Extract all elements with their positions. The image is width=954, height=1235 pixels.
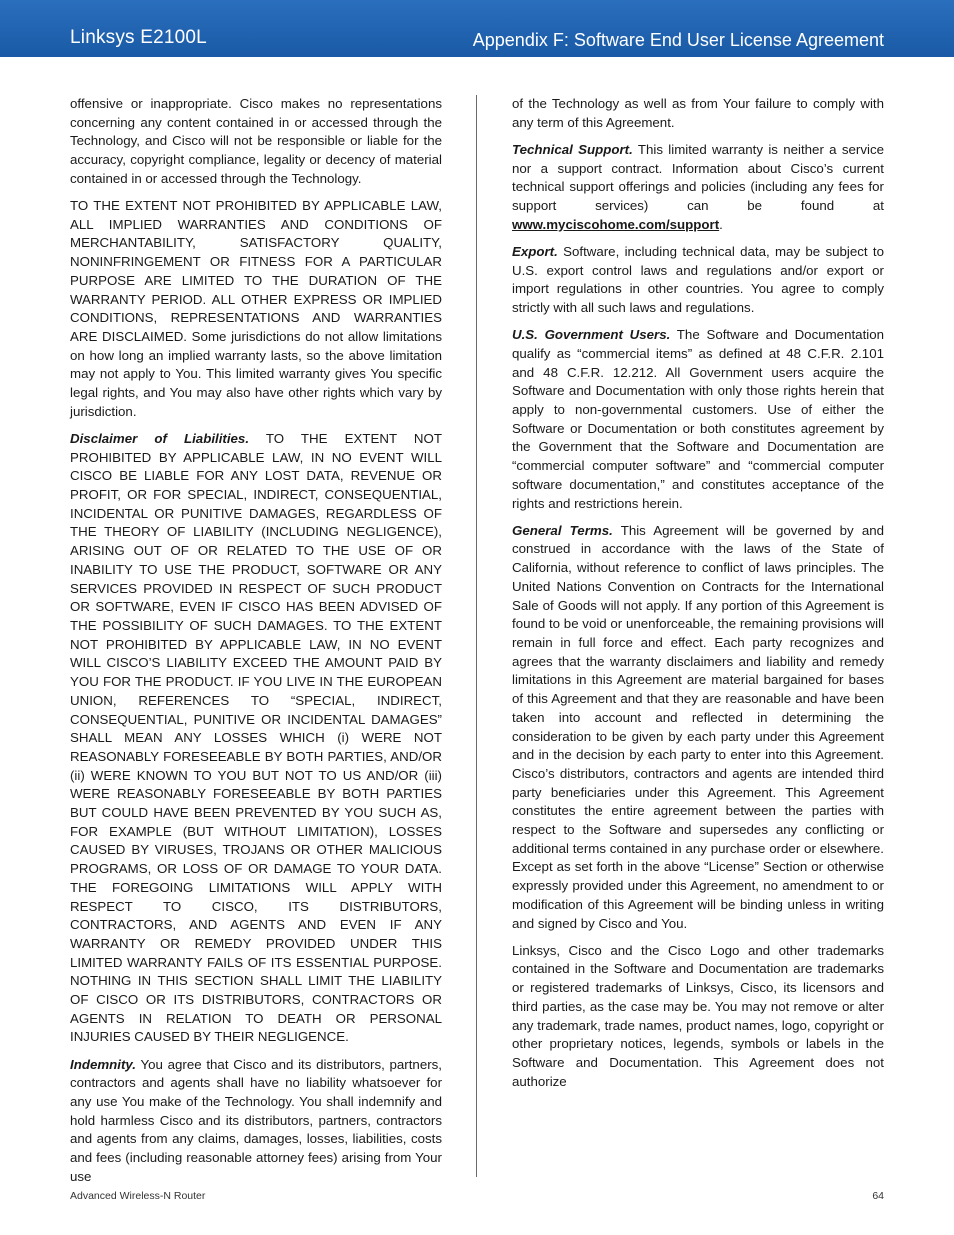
paragraph-text: The Software and Documentation qualify as “commercial items” as defined at 48 C.F.R. 2.101 and 48 C.F.R. 12.212. All Government users acquire the Software and Documentation with only those rights herein that apply to non-governmental customers. Use of either the Software or Documentation or both constitutes agreement by the Government that the Software and Documentation are “commercial computer software” and “commercial computer software documentation,” and constitutes acceptance of the rights and restrictions herein. bbox=[512, 327, 885, 511]
paragraph-government-users bbox=[512, 326, 884, 513]
paragraph-general-terms bbox=[512, 522, 884, 933]
left-column bbox=[70, 95, 442, 1195]
paragraph-text: You agree that Cisco and its distributors, partners, contractors and agents shall have no liability whatsoever for any use You make of the Technology. You shall indemnify and hold harmless Cisco and its distributors, partners, contractors and agents from any claims, damages, losses, liabilities, costs and fees (including reasonable attorney fees) arising from Your use bbox=[70, 1056, 442, 1184]
paragraph-text: This limited warranty is neither a service nor a support contract. Information about Cisco’s current technical support offerings and policies (including any fees for support services) can be found at bbox=[512, 141, 884, 214]
paragraph-text: Software, including technical data, may be subject to U.S. export control laws and regulations and/or export or import regulations in other countries. You agree to comply strictly with all such laws and regulations. bbox=[512, 243, 884, 316]
paragraph-disclaimer bbox=[70, 430, 442, 1047]
term-heading: General Terms. bbox=[512, 522, 613, 538]
term-heading: Disclaimer of Liabilities. bbox=[70, 430, 250, 446]
column-divider bbox=[476, 95, 477, 1177]
paragraph-text: . bbox=[719, 216, 723, 232]
right-column bbox=[512, 95, 884, 1100]
footer-product: Advanced Wireless-N Router bbox=[70, 1190, 206, 1202]
term-heading: Technical Support. bbox=[512, 141, 633, 157]
paragraph-text: TO THE EXTENT NOT PROHIBITED BY APPLICABLE LAW, IN NO EVENT WILL CISCO BE LIABLE FOR ANY LOST DATA, REVENUE OR PROFIT, OR FOR SPECIAL, INDIRECT, CONSEQUENTIAL, INCIDENTAL OR PUNITIVE DAMAGES, REGARDLESS OF THE THEORY OF LIABILITY (INCLUDING NEGLIGENCE), ARISING OUT OF OR RELATED TO THE USE OF OR INABILITY TO USE THE PRODUCT, SOFTWARE OR ANY SERVICES PROVIDED IN RESPECT OF SUCH PRODUCT OR SOFTWARE, EVEN IF CISCO HAS BEEN ADVISED OF THE POSSIBILITY OF SUCH DAMAGES. TO THE EXTENT NOT PROHIBITED BY APPLICABLE LAW, IN NO EVENT WILL CISCO’S LIABILITY EXCEED THE AMOUNT PAID BY YOU FOR THE PRODUCT. IF YOU LIVE IN THE EUROPEAN UNION, REFERENCES TO “SPECIAL, INDIRECT, CONSEQUENTIAL, PUNITIVE OR INCIDENTAL DAMAGES” SHALL MEAN ANY LOSSES WHICH (i) WERE NOT REASONABLY FORESEEABLE BY BOTH PARTIES, AND/OR (ii) WERE KNOWN TO YOU BUT NOT TO US AND/OR (iii) WERE REASONABLY FORESEEABLE BY BOTH PARTIES BUT COULD HAVE BEEN PREVENTED BY YOU SUCH AS, FOR EXAMPLE (BUT WITHOUT LIMITATION), LOSSES CAUSED BY VIRUSES, TROJANS OR OTHER MALICIOUS PROGRAMS, OR LOSS OF OR DAMAGE TO YOUR DATA. THE FOREGOING LIMITATIONS WILL APPLY WITH RESPECT TO CISCO, ITS DISTRIBUTORS, CONTRACTORS, AND AGENTS AND EVEN IF ANY WARRANTY OR REMEDY PROVIDED UNDER THIS LIMITED WARRANTY FAILS OF ITS ESSENTIAL PURPOSE. NOTHING IN THIS SECTION SHALL LIMIT THE LIABILITY OF CISCO OR ITS DISTRIBUTORS, CONTRACTORS OR AGENTS IN RELATION TO DEATH OR PERSONAL INJURIES CAUSED BY THEIR NEGLIGENCE. bbox=[70, 430, 442, 1045]
paragraph: offensive or inappropriate. Cisco makes no representations concerning any content contained in or accessed through the Technology, and Cisco will not be responsible or liable for the accuracy, copyright compliance, legality or decency of material contained in or accessed through the Technology. bbox=[70, 96, 442, 186]
term-heading: Indemnity. bbox=[70, 1056, 136, 1072]
paragraph-text: This Agreement will be governed by and construed in accordance with the laws of the State of California, without reference to conflict of laws principles. The United Nations Convention on Contracts for the International Sale of Goods will not apply. If any portion of this Agreement is found to be void or unenforceable, the remaining provisions will remain in full force and effect. Each party recognizes and agrees that the warranty disclaimers and liability and remedy limitations in this Agreement are material bargained for bases of this Agreement and that they are reasonable and have been taken into account and reflected in determining the consideration to be given by each party under this Agreement and in the decision by each party to enter into this Agreement. Cisco’s distributors, contractors and agents are intended third party beneficiaries under this Agreement. This Agreement constitutes the entire agreement between the parties with respect to the Software and supersedes any conflicting or additional terms contained in any purchase order or elsewhere. Except as set forth in the above “License” Section or otherwise expressly provided under this Agreement, no amendment to or modification of this Agreement will be binding unless in writing and signed by Cisco and You. bbox=[512, 522, 885, 931]
paragraph-technical-support bbox=[512, 141, 884, 235]
term-heading: Export. bbox=[512, 243, 558, 259]
paragraph: Linksys, Cisco and the Cisco Logo and other trademarks contained in the Software and Documentation are trademarks or registered trademarks of Linksys, Cisco, its licensors and third parties, as the case may be. You may not remove or alter any trademark, trade names, product names, logo, copyright or other proprietary notices, legends, symbols or labels in the Software and Documentation. This Agreement does not authorize bbox=[512, 942, 884, 1089]
term-heading: U.S. Government Users. bbox=[512, 327, 671, 343]
product-name: Linksys E2100L bbox=[70, 27, 207, 48]
paragraph-export bbox=[512, 243, 884, 318]
paragraph-indemnity bbox=[70, 1056, 442, 1187]
paragraph: TO THE EXTENT NOT PROHIBITED BY APPLICABLE LAW, ALL IMPLIED WARRANTIES AND CONDITIONS OF MERCHANTABILITY, SATISFACTORY QUALITY, NONINFRINGEMENT OR FITNESS FOR A PARTICULAR PURPOSE ARE LIMITED TO THE DURATION OF THE WARRANTY PERIOD. ALL OTHER EXPRESS OR IMPLIED CONDITIONS, REPRESENTATIONS AND WARRANTIES ARE DISCLAIMED. Some jurisdictions do not allow limitations on how long an implied warranty lasts, so the above limitation may not apply to You. This limited warranty gives You specific legal rights, and You may also have other rights which vary by jurisdiction. bbox=[70, 198, 442, 419]
section-title: Appendix F: Software End User License Agreement bbox=[472, 30, 884, 50]
paragraph: of the Technology as well as from Your failure to comply with any term of this Agreement. bbox=[512, 96, 884, 130]
page-header bbox=[0, 0, 954, 57]
page-number: 64 bbox=[872, 1190, 884, 1202]
support-link[interactable]: www.myciscohome.com/support bbox=[512, 216, 720, 232]
